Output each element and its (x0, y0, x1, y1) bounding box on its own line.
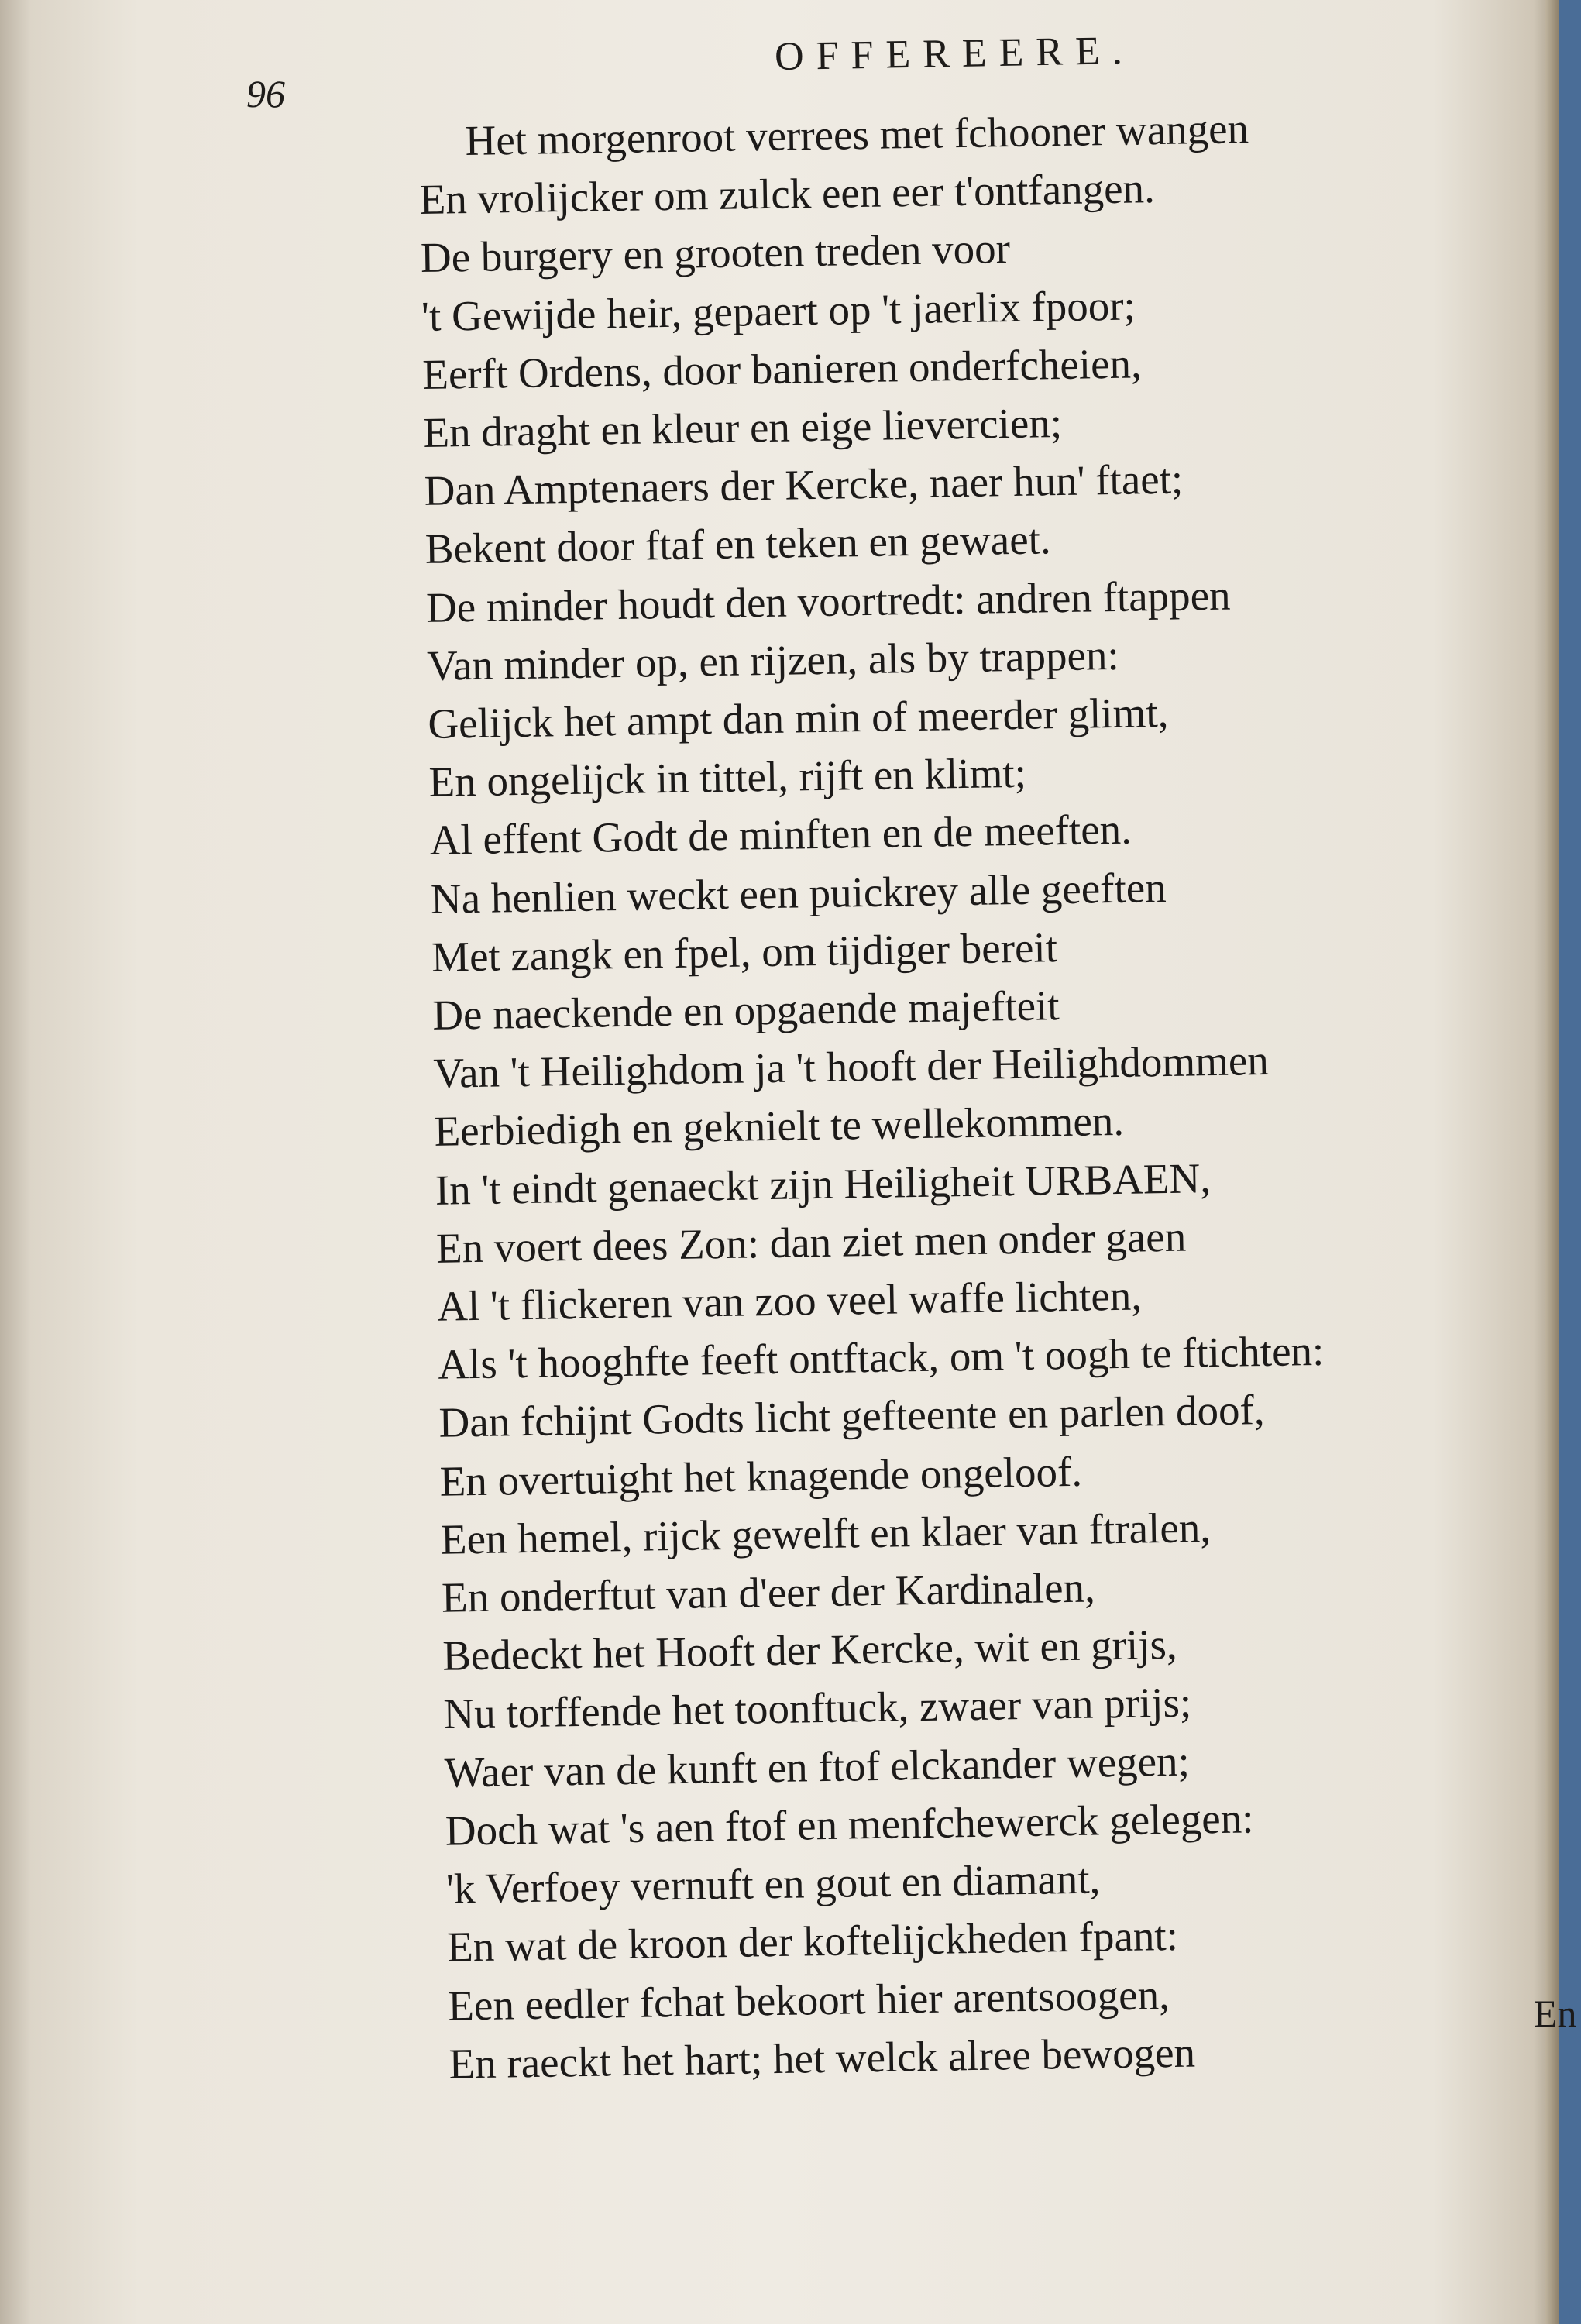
page-number: 96 (246, 72, 285, 115)
verse-line: Dan fchijnt Godts licht gefteente en parlen doof, (438, 1386, 1265, 1447)
verse-line: En draght en kleur en eige lievercien; (423, 399, 1063, 456)
verse-line: En ongelijck in tittel, rijft en klimt; (428, 749, 1027, 806)
running-head: OFFEREERE. (774, 28, 1136, 80)
catchword: En (1534, 1992, 1577, 2035)
verse-line: Al 't flickeren van zoo veel waffe lichten, (436, 1271, 1143, 1330)
verse-line: Bekent door ftaf en teken en gewaet. (424, 515, 1052, 573)
verse-line: Na henlien weckt een puickrey alle geeften (430, 863, 1167, 923)
verse-line: Gelijck het ampt dan min of meerder glimt, (427, 688, 1169, 748)
verse-line: Eerft Ordens, door banieren onderfcheien, (421, 339, 1143, 398)
verse-line: Een eedler fchat bekoort hier arentsoogen, (447, 1970, 1170, 2030)
verse-line: Waer van de kunft en ftof elckander wegen; (444, 1737, 1191, 1796)
verse-line: En overtuight het knagende ongeloof. (439, 1447, 1083, 1505)
verse-line: Van 't Heilighdom ja 't hooft der Heilighdommen (433, 1037, 1270, 1098)
verse-line: En onderftut van d'eer der Kardinalen, (441, 1563, 1096, 1621)
verse-line: 'k Verfoey vernuft en gout en diamant, (445, 1855, 1101, 1913)
verse-line: En raeckt het hart; het welck alree bewogen (449, 2028, 1196, 2088)
verse-line: Dan Amptenaers der Kercke, naer hun' ftaet; (424, 455, 1184, 515)
verse-line: 't Gewijde heir, gepaert op 't jaerlix fpoor; (421, 281, 1136, 340)
verse-line: Het morgenroot verrees met fchooner wangen (465, 105, 1249, 165)
verse-line: In 't eindt genaeckt zijn Heiligheit URBAEN, (435, 1153, 1212, 1214)
verse-line: De minder houdt den voortredt: andren ftappen (425, 571, 1231, 631)
verse-line: Eerbiedigh en geknielt te wellekommen. (434, 1097, 1125, 1156)
verse-line: Bedeckt het Hooft der Kercke, wit en grijs, (442, 1621, 1178, 1680)
verse-line: En voert dees Zon: dan ziet men onder gaen (435, 1212, 1187, 1272)
verse-line: En wat de kroon der koftelijckheden fpant: (446, 1912, 1179, 1972)
verse-line: Een hemel, rijck gewelft en klaer van ftralen, (440, 1504, 1212, 1563)
verse-line: Met zangk en fpel, om tijdiger bereit (431, 923, 1058, 981)
verse-line: Al effent Godt de minften en de meeften. (429, 806, 1132, 865)
poem-text (418, 95, 1581, 2093)
verse-line: Als 't hooghfte feeft ontftack, om 't oogh te ftichten: (437, 1327, 1325, 1389)
verse-line: De naeckende en opgaende majefteit (431, 982, 1060, 1039)
verse-line: En vrolijcker om zulck een eer t'ontfangen. (419, 164, 1156, 224)
verse-line: Nu torffende het toonftuck, zwaer van prijs; (443, 1679, 1192, 1738)
verse-line: Van minder op, en rijzen, als by trappen: (426, 631, 1120, 689)
verse-line: Doch wat 's aen ftof en menfchewerck gelegen: (445, 1794, 1254, 1855)
verse-line: De burgery en grooten treden voor (420, 225, 1011, 282)
